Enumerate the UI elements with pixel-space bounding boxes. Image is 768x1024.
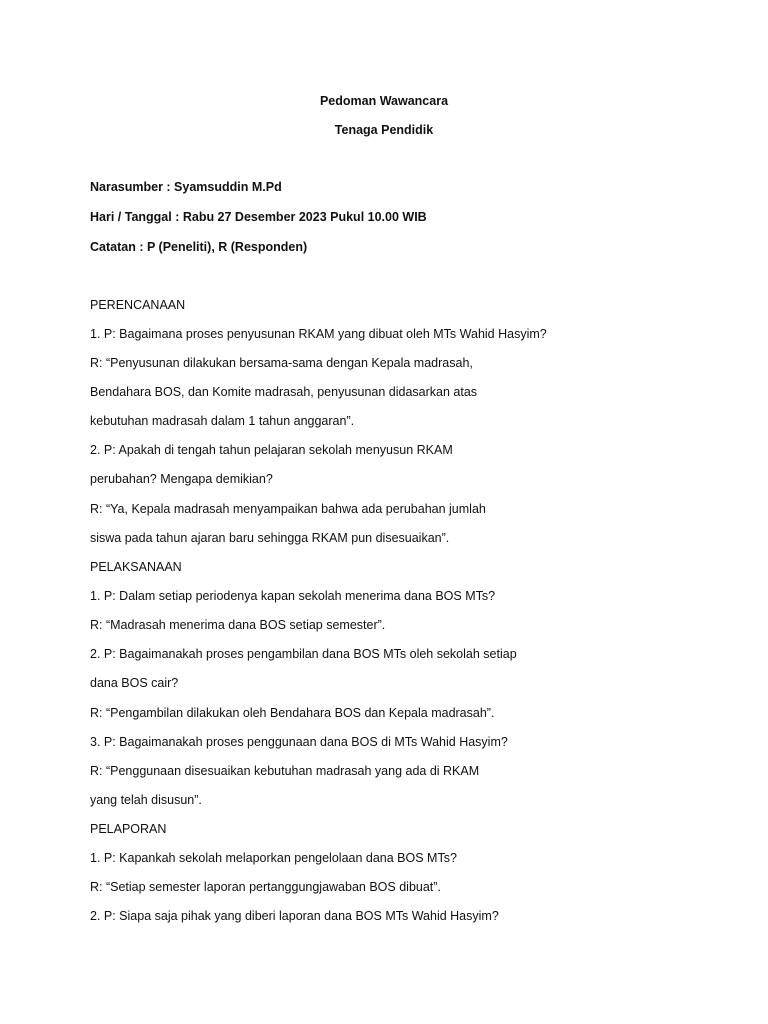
paragraph-line: siswa pada tahun ajaran baru sehingga RKAM pun disesuaikan”. bbox=[90, 531, 450, 545]
paragraph-line: dana BOS cair? bbox=[90, 676, 179, 690]
paragraph-line: 1. P: Dalam setiap periodenya kapan sekolah menerima dana BOS MTs? bbox=[90, 589, 496, 603]
catatan-line: Catatan : P (Peneliti), R (Responden) bbox=[90, 240, 308, 254]
paragraph-line: 2. P: Siapa saja pihak yang diberi laporan dana BOS MTs Wahid Hasyim? bbox=[90, 909, 499, 923]
paragraph-line: kebutuhan madrasah dalam 1 tahun anggaran”. bbox=[90, 414, 355, 428]
paragraph-line: 2. P: Bagaimanakah proses pengambilan dana BOS MTs oleh sekolah setiap bbox=[90, 647, 517, 661]
document-subtitle: Tenaga Pendidik bbox=[334, 123, 434, 137]
document-title: Pedoman Wawancara bbox=[319, 94, 449, 108]
paragraph-line: Bendahara BOS, dan Komite madrasah, penyusunan didasarkan atas bbox=[90, 385, 478, 399]
paragraph-line: 1. P: Kapankah sekolah melaporkan pengelolaan dana BOS MTs? bbox=[90, 851, 457, 865]
paragraph-line: R: “Pengambilan dilakukan oleh Bendahara BOS dan Kepala madrasah”. bbox=[90, 706, 495, 720]
paragraph-line: yang telah disusun”. bbox=[90, 793, 202, 807]
paragraph-line: R: “Penyusunan dilakukan bersama-sama dengan Kepala madrasah, bbox=[90, 356, 473, 370]
paragraph-line: R: “Setiap semester laporan pertanggungjawaban BOS dibuat”. bbox=[90, 880, 441, 894]
section-heading-perencanaan: PERENCANAAN bbox=[90, 298, 186, 312]
section-heading-pelaksanaan: PELAKSANAAN bbox=[90, 560, 182, 574]
paragraph-line: 2. P: Apakah di tengah tahun pelajaran sekolah menyusun RKAM bbox=[90, 443, 453, 457]
section-heading-pelaporan: PELAPORAN bbox=[90, 822, 167, 836]
tanggal-line: Hari / Tanggal : Rabu 27 Desember 2023 Pukul 10.00 WIB bbox=[90, 210, 427, 224]
paragraph-line: R: “Penggunaan disesuaikan kebutuhan madrasah yang ada di RKAM bbox=[90, 764, 480, 778]
paragraph-line: perubahan? Mengapa demikian? bbox=[90, 472, 273, 486]
paragraph-line: 1. P: Bagaimana proses penyusunan RKAM yang dibuat oleh MTs Wahid Hasyim? bbox=[90, 327, 547, 341]
paragraph-line: 3. P: Bagaimanakah proses penggunaan dana BOS di MTs Wahid Hasyim? bbox=[90, 735, 508, 749]
paragraph-line: R: “Madrasah menerima dana BOS setiap semester”. bbox=[90, 618, 386, 632]
paragraph-line: R: “Ya, Kepala madrasah menyampaikan bahwa ada perubahan jumlah bbox=[90, 502, 486, 516]
narasumber-line: Narasumber : Syamsuddin M.Pd bbox=[90, 180, 282, 194]
